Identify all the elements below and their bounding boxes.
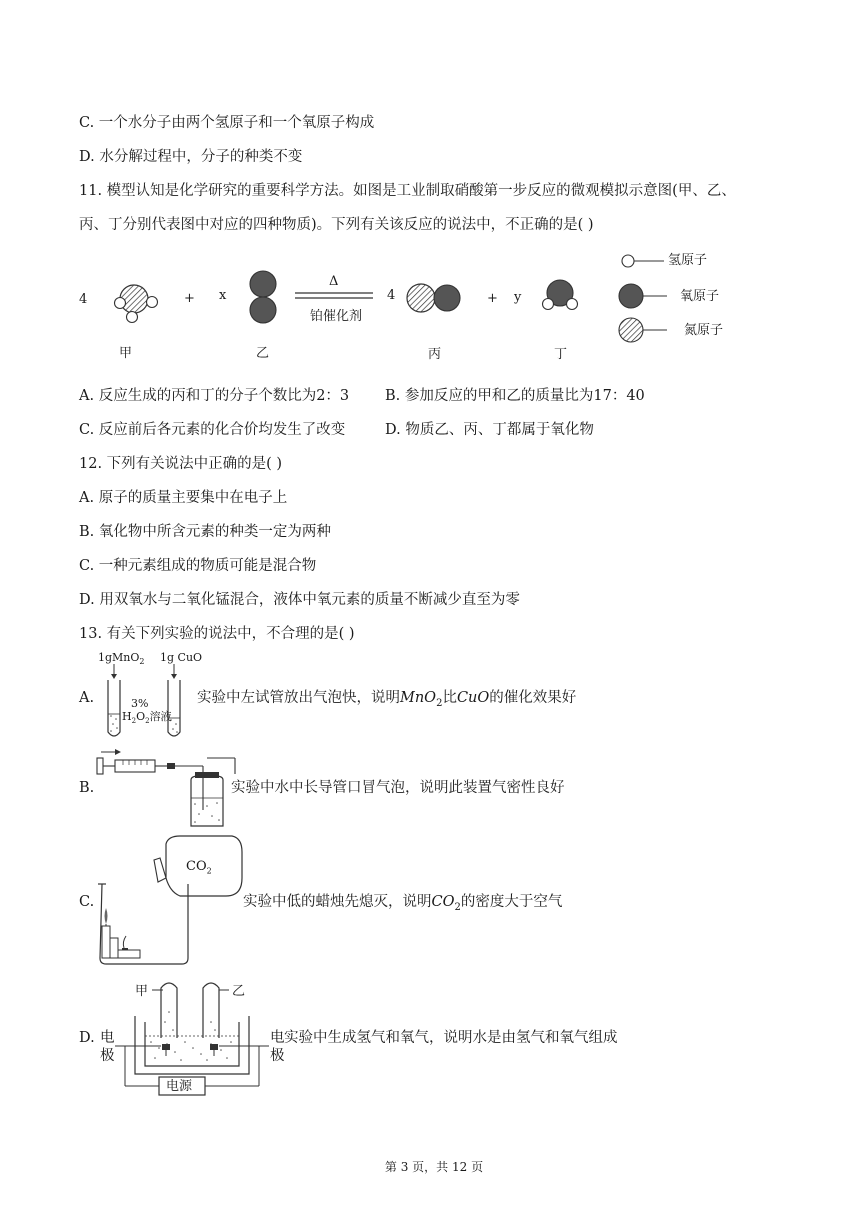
label-yi: 乙 <box>256 346 270 361</box>
q13-b-text: 实验中水中长导管口冒气泡，说明此装置气密性良好 <box>231 780 565 796</box>
q11-stem-line1: 11. 模型认知是化学研究的重要科学方法。如图是工业制取硝酸第一步反应的微观模拟示意图(甲、乙、 <box>79 183 736 199</box>
q13-b-letter: B. <box>79 780 95 796</box>
q13-d-letter: D. <box>79 1030 95 1046</box>
q11-option-b: B. 参加反应的甲和乙的质量比为17：40 <box>385 388 645 404</box>
q13-d-right-electrode-1: 电 <box>270 1030 285 1046</box>
q13-c-letter: C. <box>79 894 95 910</box>
molecule-yi-o2 <box>247 268 281 330</box>
molecule-bing-no <box>405 282 465 316</box>
electrolysis-apparatus <box>115 976 275 1096</box>
q13-a-text: 实验中左试管放出气泡快，说明MnO$_2$比CuO的催化效果好 <box>197 690 577 709</box>
catalyst-label: 铂催化剂 <box>310 309 363 324</box>
tube-yi-label: 乙 <box>232 984 246 999</box>
coef-bing: 4 <box>387 288 396 303</box>
q13-d-right-electrode-2: 极 <box>270 1048 285 1064</box>
q12-option-c: C. 一种元素组成的物质可能是混合物 <box>79 558 317 574</box>
molecule-jia-nh3 <box>112 278 172 328</box>
q11-option-d: D. 物质乙、丙、丁都属于氧化物 <box>385 422 594 438</box>
label-cuo: 1g CuO <box>160 651 203 664</box>
coef-yi: x <box>219 288 227 303</box>
q11-option-c: C. 反应前后各元素的化合价均发生了改变 <box>79 422 346 438</box>
q12-stem: 12. 下列有关说法中正确的是( ) <box>79 456 283 472</box>
q13-a-letter: A. <box>79 690 95 706</box>
legend-nitrogen-icon <box>617 316 671 346</box>
label-mno2: 1gMnO$_2$ <box>98 651 145 667</box>
coef-ding: y <box>514 290 522 305</box>
q13-stem: 13. 有关下列实验的说法中，不合理的是( ) <box>79 626 355 642</box>
q12-option-d: D. 用双氧水与二氧化锰混合，液体中氧元素的质量不断减少直至为零 <box>79 592 520 608</box>
molecule-ding-h2o <box>538 276 588 316</box>
label-bing: 丙 <box>428 347 442 362</box>
label-percent: 3% <box>131 697 149 710</box>
co2-candle-beaker <box>96 834 256 969</box>
tube-jia-label: 甲 <box>135 984 149 999</box>
q13-d-text: 实验中生成氢气和氧气，说明水是由氢气和氧气组成 <box>284 1030 618 1046</box>
co2-bottle-label: $CO_2$ <box>186 859 212 876</box>
q11-stem-line2: 丙、丁分别代表图中对应的四种物质)。下列有关该反应的说法中，不正确的是( ) <box>79 217 594 233</box>
label-jia: 甲 <box>119 346 133 361</box>
reaction-arrow-lines <box>295 292 375 302</box>
label-ding: 丁 <box>554 347 568 362</box>
q13-d-left-electrode-2: 极 <box>100 1048 115 1064</box>
legend-oxygen-icon <box>617 282 667 312</box>
q11-option-a: A. 反应生成的丙和丁的分子个数比为2：3 <box>79 388 350 404</box>
power-supply-label: 电源 <box>166 1079 193 1094</box>
plus-sign-1: + <box>184 291 195 306</box>
q12-option-a: A. 原子的质量主要集中在电子上 <box>79 490 288 506</box>
legend-hydrogen-icon <box>620 253 670 269</box>
q13-d-left-electrode-1: 电 <box>100 1030 115 1046</box>
q12-option-b: B. 氧化物中所含元素的种类一定为两种 <box>79 524 331 540</box>
legend-hydrogen-label: 氢原子 <box>668 253 708 268</box>
legend-nitrogen-label: 氮原子 <box>684 323 724 338</box>
plus-sign-2: + <box>487 291 498 306</box>
q10-option-c: C. 一个水分子由两个氢原子和一个氧原子构成 <box>79 115 375 131</box>
label-h2o2-solution: $H_2O_2$溶液 <box>122 710 172 726</box>
q13-c-text: 实验中低的蜡烛先熄灭，说明$CO_2$的密度大于空气 <box>243 894 563 913</box>
coef-jia: 4 <box>79 292 88 307</box>
legend-oxygen-label: 氧原子 <box>680 289 720 304</box>
page-number-footer: 第 3 页，共 12 页 <box>384 1160 484 1174</box>
q10-option-d: D. 水分解过程中，分子的种类不变 <box>79 149 303 165</box>
heat-symbol: Δ <box>329 274 339 289</box>
